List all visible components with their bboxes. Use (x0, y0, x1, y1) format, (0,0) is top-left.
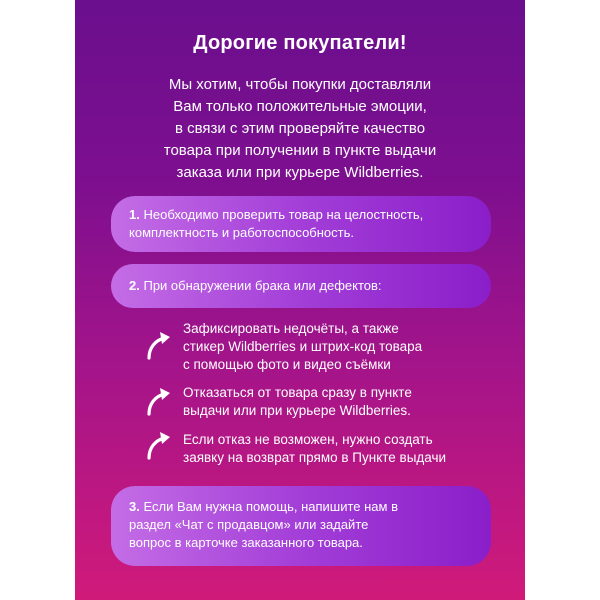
card-title: Дорогие покупатели! (193, 32, 407, 54)
intro-line: заказа или при курьере Wildberries. (176, 164, 424, 181)
pill-number: 1. (129, 207, 140, 222)
step-three-pill (111, 486, 491, 566)
pill-line (129, 277, 473, 295)
pill-text: Если Вам нужна помощь, напишите нам в (143, 499, 398, 514)
pill-line: раздел «Чат с продавцом» или задайте (129, 517, 369, 532)
intro-line: в связи с этим проверяйте качество (174, 120, 426, 137)
substep-3 (183, 431, 446, 467)
intro-line: товара при получении в пункте выдачи (163, 142, 437, 159)
pill-text: При обнаружении брака или дефектов: (143, 278, 382, 293)
step-one-pill (111, 196, 491, 252)
pill-line (129, 206, 473, 224)
curved-arrow-icon (145, 386, 173, 416)
substep-1 (183, 320, 422, 374)
substep-line: Отказаться от товара сразу в пункте (183, 385, 412, 400)
substep-line: Если отказ не возможен, нужно создать (183, 432, 433, 447)
pill-line: комплектность и работоспособность. (129, 225, 354, 240)
curved-arrow-icon (145, 430, 173, 460)
pill-line (129, 498, 473, 516)
substep-line: Зафиксировать недочёты, а также (183, 321, 399, 336)
pill-text: Необходимо проверить товар на целостность, (143, 207, 424, 222)
pill-line: вопрос в карточке заказанного товара. (129, 535, 363, 550)
substep-2 (183, 384, 412, 420)
intro-line: Мы хотим, чтобы покупки доставляли (168, 76, 432, 93)
info-card (75, 0, 525, 600)
step-two-pill (111, 264, 491, 308)
intro-text (100, 74, 500, 184)
pill-number: 2. (129, 278, 140, 293)
curved-arrow-icon (145, 330, 173, 360)
substep-line: стикер Wildberries и штрих-код товара (183, 339, 423, 354)
intro-line: Вам только положительные эмоции, (173, 98, 427, 115)
substep-line: с помощью фото и видео съёмки (183, 357, 391, 372)
substep-line: заявку на возврат прямо в Пункте выдачи (183, 450, 447, 465)
pill-number: 3. (129, 499, 140, 514)
substep-line: выдачи или при курьере Wildberries. (183, 403, 411, 418)
